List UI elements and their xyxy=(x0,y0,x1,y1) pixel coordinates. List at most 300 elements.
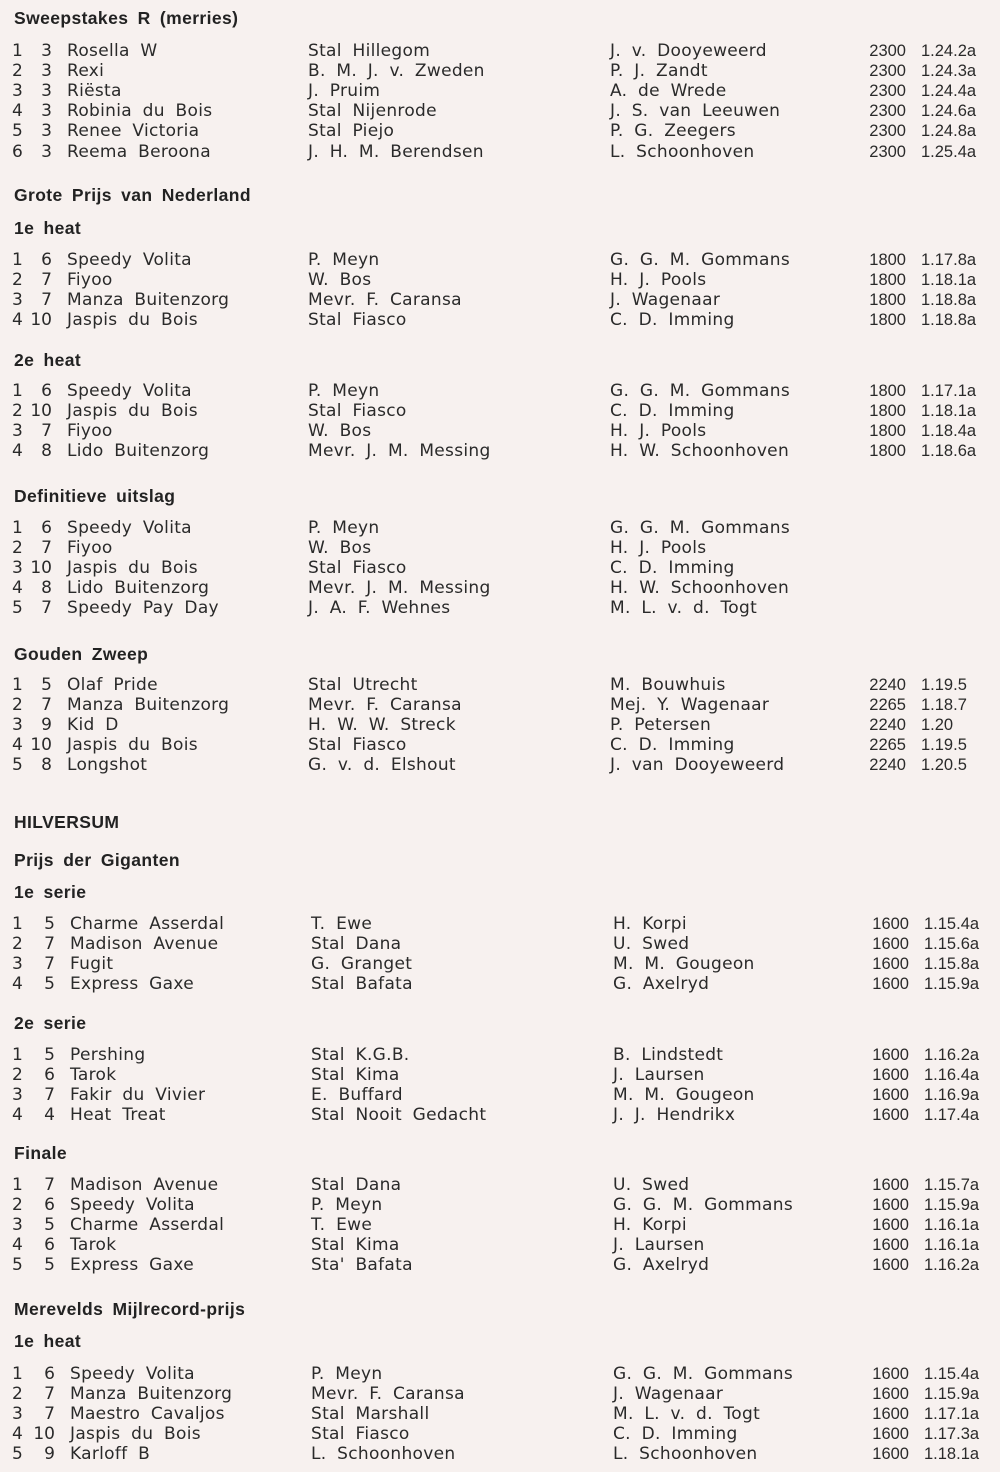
distance-value: 1600 xyxy=(872,1256,909,1275)
horse-name: Speedy Volita xyxy=(67,381,192,401)
horse-name: Madison Avenue xyxy=(70,1175,219,1195)
start-number: 7 xyxy=(41,695,52,716)
distance-value: 1600 xyxy=(872,1365,909,1383)
horse-name: Manza Buitenzorg xyxy=(70,1384,233,1405)
horse-name: Speedy Volita xyxy=(67,518,192,538)
time-value: 1.15.4a xyxy=(924,915,980,933)
horse-name: Jaspis du Bois xyxy=(67,310,198,331)
driver-name: P. J. Zandt xyxy=(610,61,708,82)
distance-value: 1800 xyxy=(869,311,906,330)
driver-name: C. D. Imming xyxy=(610,558,735,579)
start-number: 7 xyxy=(44,1085,55,1106)
owner-name: Stal Fiasco xyxy=(308,310,407,331)
owner-name: Stal Fiasco xyxy=(311,1424,410,1445)
horse-name: Longshot xyxy=(67,755,148,776)
start-number: 7 xyxy=(44,954,55,975)
result-row xyxy=(0,518,1000,538)
owner-name: Stal K.G.B. xyxy=(311,1045,410,1065)
driver-name: L. Schoonhoven xyxy=(613,1444,758,1465)
owner-name: Sta' Bafata xyxy=(311,1255,413,1276)
place-number: 4 xyxy=(12,1424,23,1445)
time-value: 1.18.7 xyxy=(921,696,967,715)
driver-name: H. W. Schoonhoven xyxy=(610,441,790,462)
result-row xyxy=(0,675,1000,695)
driver-name: G. G. M. Gommans xyxy=(610,381,790,401)
owner-name: T. Ewe xyxy=(311,1215,373,1236)
result-row xyxy=(0,441,1000,461)
distance-value: 1600 xyxy=(872,1176,909,1194)
start-number: 9 xyxy=(41,715,52,736)
distance-value: 2300 xyxy=(869,62,906,81)
time-value: 1.16.2a xyxy=(924,1046,980,1064)
start-number: 6 xyxy=(44,1195,55,1216)
result-row xyxy=(0,538,1000,558)
time-value: 1.18.1a xyxy=(924,1445,980,1464)
start-number: 9 xyxy=(44,1444,55,1465)
result-row xyxy=(0,1404,1000,1424)
owner-name: E. Buffard xyxy=(311,1085,403,1106)
place-number: 2 xyxy=(12,1065,23,1086)
driver-name: P. Petersen xyxy=(610,715,712,736)
place-number: 2 xyxy=(12,1384,23,1405)
start-number: 3 xyxy=(41,141,52,162)
driver-name: M. M. Gougeon xyxy=(613,1085,755,1106)
time-value: 1.16.2a xyxy=(924,1256,980,1275)
owner-name: W. Bos xyxy=(308,421,372,442)
result-row xyxy=(0,1235,1000,1255)
driver-name: P. G. Zeegers xyxy=(610,121,736,142)
result-row xyxy=(0,954,1000,974)
place-number: 3 xyxy=(12,1404,23,1425)
start-number: 6 xyxy=(44,1065,55,1086)
time-value: 1.16.1a xyxy=(924,1236,980,1255)
owner-name: G. Granget xyxy=(311,954,413,975)
start-number: 7 xyxy=(41,538,52,559)
horse-name: Olaf Pride xyxy=(67,675,158,695)
distance-value: 1800 xyxy=(869,442,906,461)
time-value: 1.15.9a xyxy=(924,1196,980,1215)
start-number: 8 xyxy=(41,578,52,599)
start-number: 3 xyxy=(41,101,52,122)
race-heading: 2e serie xyxy=(14,1013,87,1033)
result-row xyxy=(0,914,1000,934)
place-number: 4 xyxy=(12,578,23,599)
driver-name: G. G. M. Gommans xyxy=(610,518,790,538)
time-value: 1.25.4a xyxy=(921,142,977,161)
start-number: 5 xyxy=(44,1045,55,1065)
result-row xyxy=(0,142,1000,162)
distance-value: 1600 xyxy=(872,1046,909,1064)
owner-name: P. Meyn xyxy=(308,381,380,401)
distance-value: 1600 xyxy=(872,1405,909,1424)
horse-name: Heat Treat xyxy=(70,1105,166,1126)
driver-name: Mej. Y. Wagenaar xyxy=(610,695,770,716)
horse-name: Express Gaxe xyxy=(70,1255,194,1276)
start-number: 10 xyxy=(30,310,52,331)
distance-value: 1800 xyxy=(869,382,906,400)
horse-name: Manza Buitenzorg xyxy=(67,290,230,311)
owner-name: Stal Piejo xyxy=(308,121,395,142)
driver-name: H. J. Pools xyxy=(610,270,707,291)
driver-name: C. D. Imming xyxy=(610,401,735,422)
owner-name: Stal Dana xyxy=(311,934,402,955)
result-row xyxy=(0,1384,1000,1404)
result-row xyxy=(0,381,1000,401)
owner-name: J. Pruim xyxy=(308,81,381,102)
place-number: 4 xyxy=(12,1105,23,1126)
time-value: 1.17.1a xyxy=(924,1405,980,1424)
distance-value: 2265 xyxy=(869,736,906,755)
owner-name: L. Schoonhoven xyxy=(311,1444,456,1465)
time-value: 1.17.4a xyxy=(924,1106,980,1125)
result-row xyxy=(0,735,1000,755)
driver-name: J. Laursen xyxy=(613,1065,705,1086)
horse-name: Jaspis du Bois xyxy=(67,735,198,756)
result-row xyxy=(0,974,1000,994)
driver-name: C. D. Imming xyxy=(610,735,735,756)
driver-name: H. W. Schoonhoven xyxy=(610,578,790,599)
owner-name: Mevr. J. M. Messing xyxy=(308,578,491,599)
place-number: 2 xyxy=(12,538,23,559)
start-number: 10 xyxy=(30,401,52,422)
horse-name: Speedy Volita xyxy=(70,1364,195,1384)
heat-heading: 1e heat xyxy=(14,1331,82,1351)
driver-name: G. Axelryd xyxy=(613,1255,710,1276)
horse-name: Jaspis du Bois xyxy=(67,558,198,579)
horse-name: Karloff B xyxy=(70,1444,151,1465)
start-number: 5 xyxy=(41,675,52,695)
owner-name: T. Ewe xyxy=(311,914,373,934)
horse-name: Lido Buitenzorg xyxy=(67,441,210,462)
time-value: 1.16.4a xyxy=(924,1066,980,1085)
distance-value: 2265 xyxy=(869,696,906,715)
place-number: 3 xyxy=(12,954,23,975)
result-row xyxy=(0,1195,1000,1215)
horse-name: Renee Victoria xyxy=(67,121,200,142)
time-value: 1.24.3a xyxy=(921,62,977,81)
driver-name: A. de Wrede xyxy=(610,81,727,102)
time-value: 1.20.5 xyxy=(921,756,967,775)
distance-value: 1600 xyxy=(872,1425,909,1444)
driver-name: J. Wagenaar xyxy=(610,290,721,311)
start-number: 5 xyxy=(44,1215,55,1236)
driver-name: G. G. M. Gommans xyxy=(613,1195,793,1216)
start-number: 6 xyxy=(44,1235,55,1256)
place-number: 3 xyxy=(12,290,23,311)
place-number: 1 xyxy=(12,1045,23,1065)
owner-name: P. Meyn xyxy=(311,1195,383,1216)
race-heading: Gouden Zweep xyxy=(14,644,149,664)
owner-name: B. M. J. v. Zweden xyxy=(308,61,485,82)
driver-name: J. Laursen xyxy=(613,1235,705,1256)
owner-name: Stal Hillegom xyxy=(308,41,431,61)
result-row xyxy=(0,101,1000,121)
distance-value: 1800 xyxy=(869,271,906,290)
race-heading: Prijs der Giganten xyxy=(14,850,180,870)
distance-value: 2240 xyxy=(869,716,906,735)
race-heading: Sweepstakes R (merries) xyxy=(14,8,239,28)
horse-name: Tarok xyxy=(70,1235,117,1256)
heat-heading: 1e serie xyxy=(14,882,87,902)
driver-name: U. Swed xyxy=(613,1175,690,1195)
horse-name: Riësta xyxy=(67,81,122,102)
place-number: 5 xyxy=(12,755,23,776)
result-row xyxy=(0,1065,1000,1085)
start-number: 4 xyxy=(44,1105,55,1126)
place-number: 3 xyxy=(12,558,23,579)
distance-value: 1600 xyxy=(872,935,909,954)
owner-name: Stal Kima xyxy=(311,1065,400,1086)
time-value: 1.18.6a xyxy=(921,442,977,461)
time-value: 1.15.6a xyxy=(924,935,980,954)
start-number: 6 xyxy=(41,250,52,270)
start-number: 10 xyxy=(30,558,52,579)
owner-name: Mevr. F. Caransa xyxy=(308,290,462,311)
driver-name: H. Korpi xyxy=(613,914,687,934)
start-number: 7 xyxy=(44,1404,55,1425)
start-number: 7 xyxy=(41,270,52,291)
horse-name: Fiyoo xyxy=(67,538,113,559)
driver-name: H. J. Pools xyxy=(610,421,707,442)
start-number: 3 xyxy=(41,61,52,82)
result-row xyxy=(0,934,1000,954)
start-number: 3 xyxy=(41,121,52,142)
race-heading: 2e heat xyxy=(14,350,82,370)
start-number: 3 xyxy=(41,41,52,61)
start-number: 3 xyxy=(41,81,52,102)
result-row xyxy=(0,1215,1000,1235)
distance-value: 2300 xyxy=(869,82,906,101)
place-number: 1 xyxy=(12,1175,23,1195)
time-value: 1.18.1a xyxy=(921,271,977,290)
driver-name: J. S. van Leeuwen xyxy=(610,101,781,122)
venue-heading: HILVERSUM xyxy=(14,812,120,832)
start-number: 5 xyxy=(44,914,55,934)
place-number: 4 xyxy=(12,974,23,995)
time-value: 1.18.8a xyxy=(921,291,977,310)
result-row xyxy=(0,578,1000,598)
distance-value: 1600 xyxy=(872,1066,909,1085)
place-number: 5 xyxy=(12,598,23,619)
horse-name: Maestro Cavaljos xyxy=(70,1404,225,1425)
horse-name: Lido Buitenzorg xyxy=(67,578,210,599)
result-row xyxy=(0,270,1000,290)
owner-name: Stal Fiasco xyxy=(308,735,407,756)
horse-name: Fugit xyxy=(70,954,114,975)
result-row xyxy=(0,290,1000,310)
result-row xyxy=(0,421,1000,441)
time-value: 1.17.3a xyxy=(924,1425,980,1444)
owner-name: Stal Nijenrode xyxy=(308,101,437,122)
distance-value: 2300 xyxy=(869,42,906,60)
horse-name: Fakir du Vivier xyxy=(70,1085,206,1106)
driver-name: M. L. v. d. Togt xyxy=(613,1404,761,1425)
distance-value: 1600 xyxy=(872,1445,909,1464)
place-number: 1 xyxy=(12,675,23,695)
place-number: 1 xyxy=(12,914,23,934)
time-value: 1.20 xyxy=(921,716,954,735)
horse-name: Speedy Volita xyxy=(70,1195,195,1216)
result-row xyxy=(0,1255,1000,1275)
time-value: 1.24.2a xyxy=(921,42,977,60)
owner-name: Mevr. F. Caransa xyxy=(311,1384,465,1405)
distance-value: 2240 xyxy=(869,676,906,694)
driver-name: H. J. Pools xyxy=(610,538,707,559)
owner-name: P. Meyn xyxy=(311,1364,383,1384)
driver-name: J. van Dooyeweerd xyxy=(610,755,785,776)
time-value: 1.19.5 xyxy=(921,736,967,755)
distance-value: 1600 xyxy=(872,1196,909,1215)
horse-name: Speedy Pay Day xyxy=(67,598,219,619)
place-number: 2 xyxy=(12,270,23,291)
horse-name: Fiyoo xyxy=(67,270,113,291)
horse-name: Manza Buitenzorg xyxy=(67,695,230,716)
owner-name: W. Bos xyxy=(308,538,372,559)
result-row xyxy=(0,1175,1000,1195)
place-number: 4 xyxy=(12,1235,23,1256)
horse-name: Rosella W xyxy=(67,41,158,61)
driver-name: H. Korpi xyxy=(613,1215,687,1236)
horse-name: Tarok xyxy=(70,1065,117,1086)
owner-name: Stal Bafata xyxy=(311,974,413,995)
start-number: 7 xyxy=(41,290,52,311)
driver-name: G. Axelryd xyxy=(613,974,710,995)
time-value: 1.24.8a xyxy=(921,122,977,141)
start-number: 10 xyxy=(33,1424,55,1445)
distance-value: 1600 xyxy=(872,955,909,974)
race-heading: Definitieve uitslag xyxy=(14,486,176,506)
place-number: 4 xyxy=(12,101,23,122)
distance-value: 1800 xyxy=(869,422,906,441)
owner-name: J. A. F. Wehnes xyxy=(308,598,451,619)
driver-name: C. D. Imming xyxy=(610,310,735,331)
time-value: 1.18.1a xyxy=(921,402,977,421)
result-row xyxy=(0,310,1000,330)
distance-value: 2300 xyxy=(869,102,906,121)
driver-name: G. G. M. Gommans xyxy=(610,250,790,270)
owner-name: Stal Kima xyxy=(311,1235,400,1256)
driver-name: U. Swed xyxy=(613,934,690,955)
start-number: 7 xyxy=(44,934,55,955)
result-row xyxy=(0,1364,1000,1384)
result-row xyxy=(0,61,1000,81)
owner-name: P. Meyn xyxy=(308,518,380,538)
horse-name: Pershing xyxy=(70,1045,146,1065)
horse-name: Kid D xyxy=(67,715,119,736)
time-value: 1.15.8a xyxy=(924,955,980,974)
driver-name: G. G. M. Gommans xyxy=(613,1364,793,1384)
race-heading: Grote Prijs van Nederland xyxy=(14,185,251,205)
place-number: 5 xyxy=(12,121,23,142)
owner-name: Stal Utrecht xyxy=(308,675,418,695)
distance-value: 1600 xyxy=(872,915,909,933)
result-row xyxy=(0,121,1000,141)
owner-name: H. W. W. Streck xyxy=(308,715,456,736)
result-row xyxy=(0,401,1000,421)
place-number: 3 xyxy=(12,1215,23,1236)
distance-value: 1800 xyxy=(869,402,906,421)
time-value: 1.17.8a xyxy=(921,251,977,269)
distance-value: 1600 xyxy=(872,975,909,994)
distance-value: 1600 xyxy=(872,1385,909,1404)
driver-name: J. J. Hendrikx xyxy=(613,1105,736,1126)
time-value: 1.15.7a xyxy=(924,1176,980,1194)
distance-value: 1800 xyxy=(869,251,906,269)
owner-name: Stal Fiasco xyxy=(308,401,407,422)
horse-name: Rexi xyxy=(67,61,105,82)
result-row xyxy=(0,695,1000,715)
owner-name: J. H. M. Berendsen xyxy=(308,141,484,162)
time-value: 1.16.1a xyxy=(924,1216,980,1235)
result-row xyxy=(0,1444,1000,1464)
place-number: 2 xyxy=(12,695,23,716)
place-number: 5 xyxy=(12,1444,23,1465)
place-number: 4 xyxy=(12,310,23,331)
horse-name: Reema Beroona xyxy=(67,141,211,162)
distance-value: 1800 xyxy=(869,291,906,310)
place-number: 2 xyxy=(12,401,23,422)
result-row xyxy=(0,715,1000,735)
distance-value: 1600 xyxy=(872,1086,909,1105)
driver-name: J. v. Dooyeweerd xyxy=(610,41,767,61)
owner-name: W. Bos xyxy=(308,270,372,291)
place-number: 3 xyxy=(12,81,23,102)
time-value: 1.15.9a xyxy=(924,1385,980,1404)
place-number: 4 xyxy=(12,735,23,756)
driver-name: C. D. Imming xyxy=(613,1424,738,1445)
time-value: 1.24.4a xyxy=(921,82,977,101)
start-number: 7 xyxy=(44,1384,55,1405)
race-heading: Merevelds Mijlrecord-prijs xyxy=(14,1299,246,1319)
result-row xyxy=(0,41,1000,61)
result-row xyxy=(0,1085,1000,1105)
horse-name: Charme Asserdal xyxy=(70,1215,225,1236)
place-number: 3 xyxy=(12,715,23,736)
place-number: 1 xyxy=(12,1364,23,1384)
driver-name: J. Wagenaar xyxy=(613,1384,724,1405)
start-number: 6 xyxy=(41,518,52,538)
owner-name: Stal Dana xyxy=(311,1175,402,1195)
start-number: 5 xyxy=(44,1255,55,1276)
start-number: 8 xyxy=(41,755,52,776)
place-number: 2 xyxy=(12,1195,23,1216)
driver-name: M. Bouwhuis xyxy=(610,675,726,695)
race-heading: Finale xyxy=(14,1143,67,1163)
horse-name: Speedy Volita xyxy=(67,250,192,270)
distance-value: 1600 xyxy=(872,1236,909,1255)
time-value: 1.18.4a xyxy=(921,422,977,441)
place-number: 1 xyxy=(12,518,23,538)
time-value: 1.15.9a xyxy=(924,975,980,994)
driver-name: L. Schoonhoven xyxy=(610,141,755,162)
owner-name: Stal Nooit Gedacht xyxy=(311,1105,487,1126)
distance-value: 2300 xyxy=(869,142,906,161)
distance-value: 2300 xyxy=(869,122,906,141)
owner-name: Mevr. J. M. Messing xyxy=(308,441,491,462)
place-number: 1 xyxy=(12,250,23,270)
owner-name: P. Meyn xyxy=(308,250,380,270)
horse-name: Jaspis du Bois xyxy=(70,1424,201,1445)
time-value: 1.18.8a xyxy=(921,311,977,330)
time-value: 1.19.5 xyxy=(921,676,967,694)
place-number: 2 xyxy=(12,61,23,82)
result-row xyxy=(0,755,1000,775)
start-number: 6 xyxy=(44,1364,55,1384)
horse-name: Robinia du Bois xyxy=(67,101,213,122)
place-number: 1 xyxy=(12,381,23,401)
result-row xyxy=(0,558,1000,578)
owner-name: G. v. d. Elshout xyxy=(308,755,456,776)
